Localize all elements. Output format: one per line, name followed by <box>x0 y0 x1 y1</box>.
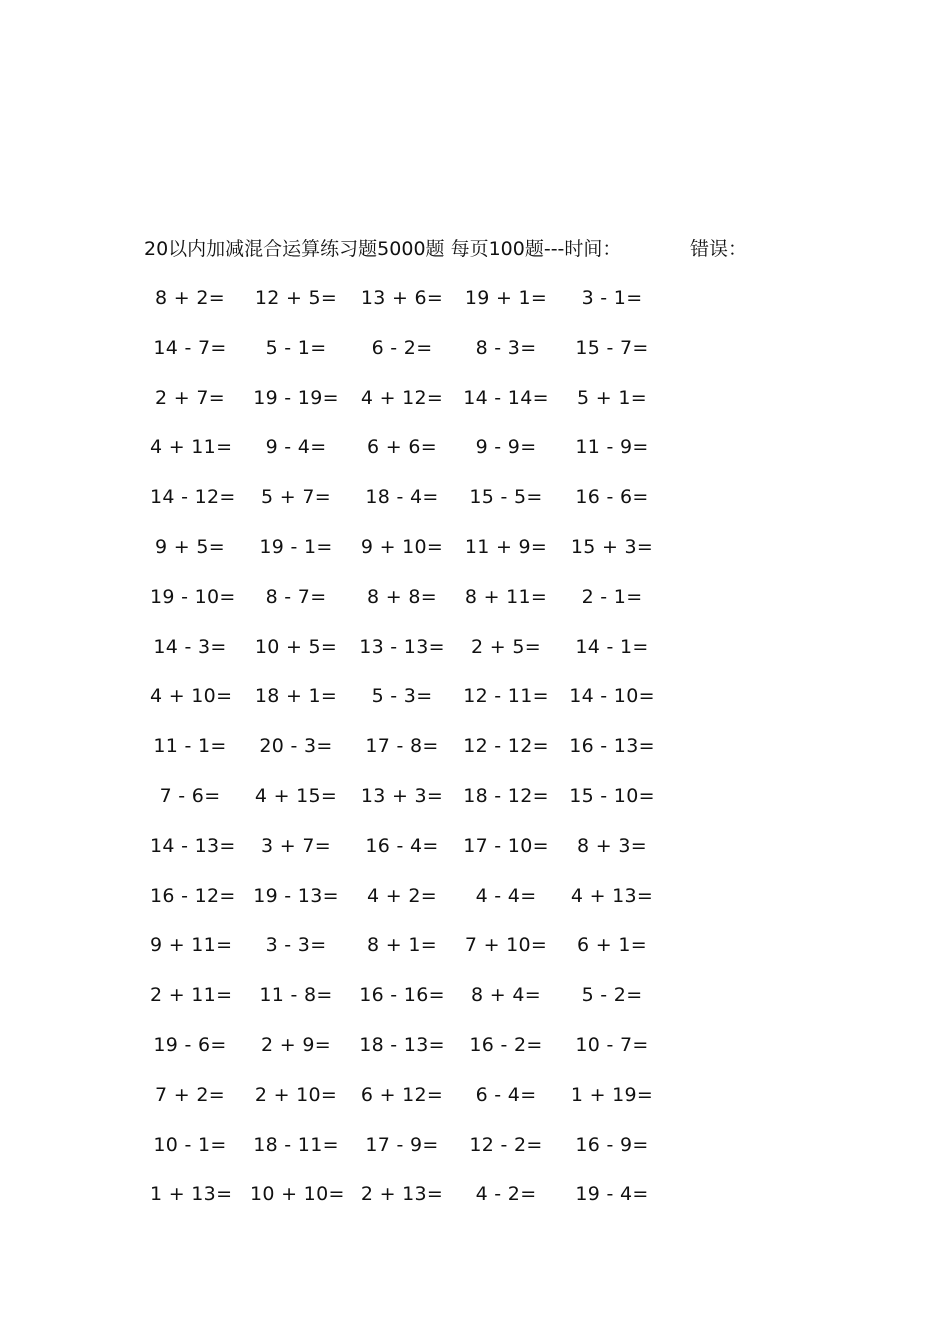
problem-r11-c5: 15 - 10= <box>569 785 655 807</box>
problem-r10-c1: 11 - 1= <box>153 735 227 758</box>
problem-r6-c5: 15 + 3= <box>570 536 654 558</box>
problem-r10-c5: 16 - 13= <box>569 735 655 758</box>
problem-r7-c4: 8 + 11= <box>464 585 548 608</box>
problem-r8-c1: 14 - 3= <box>153 635 227 658</box>
problem-r14-c1: 9 + 11= <box>150 934 233 957</box>
problem-r8-c2: 10 + 5= <box>254 635 338 658</box>
problem-r12-c4: 17 - 10= <box>463 834 549 857</box>
problem-r13-c4: 4 - 4= <box>475 884 537 907</box>
problem-r4-c3: 6 + 6= <box>367 436 437 459</box>
problem-r18-c2: 18 - 11= <box>253 1133 339 1156</box>
problem-r17-c3: 6 + 12= <box>360 1083 444 1106</box>
problem-r4-c2: 9 - 4= <box>265 436 327 459</box>
problem-r2-c4: 8 - 3= <box>475 336 537 359</box>
problem-r3-c5: 5 + 1= <box>577 386 647 409</box>
problem-r13-c2: 19 - 13= <box>253 884 339 907</box>
problem-r4-c1: 4 + 11= <box>150 436 233 459</box>
problem-r11-c3: 13 + 3= <box>360 785 444 807</box>
problem-r8-c4: 2 + 5= <box>471 635 541 658</box>
problem-r3-c2: 19 - 19= <box>253 386 339 409</box>
problem-r3-c3: 4 + 12= <box>360 386 444 409</box>
problem-r4-c5: 11 - 9= <box>575 436 649 459</box>
problem-r6-c3: 9 + 10= <box>360 536 444 558</box>
problem-r16-c3: 18 - 13= <box>359 1034 445 1056</box>
problem-r18-c1: 10 - 1= <box>153 1133 227 1156</box>
problem-r1-c1: 8 + 2= <box>155 287 225 309</box>
problem-r5-c1: 14 - 12= <box>150 486 236 509</box>
problem-r8-c3: 13 - 13= <box>359 635 445 658</box>
problem-r19-c1: 1 + 13= <box>150 1183 233 1206</box>
problem-r12-c1: 14 - 13= <box>150 834 236 857</box>
problem-r12-c3: 16 - 4= <box>365 834 439 857</box>
problem-r18-c5: 16 - 9= <box>575 1133 649 1156</box>
problem-r5-c5: 16 - 6= <box>575 486 649 509</box>
problem-r5-c3: 18 - 4= <box>365 486 439 509</box>
problem-r2-c5: 15 - 7= <box>575 336 649 359</box>
problem-r5-c2: 5 + 7= <box>261 486 331 509</box>
problem-r2-c1: 14 - 7= <box>153 336 227 359</box>
problem-r1-c2: 12 + 5= <box>254 287 338 309</box>
problem-r12-c2: 3 + 7= <box>261 834 331 857</box>
problem-r7-c3: 8 + 8= <box>367 585 437 608</box>
problem-r13-c3: 4 + 2= <box>367 884 437 907</box>
problem-r9-c4: 12 - 11= <box>463 685 549 708</box>
problem-r6-c2: 19 - 1= <box>259 536 333 558</box>
problem-r4-c4: 9 - 9= <box>475 436 537 459</box>
problem-r9-c5: 14 - 10= <box>569 685 655 708</box>
problem-r7-c2: 8 - 7= <box>265 585 327 608</box>
problem-r15-c2: 11 - 8= <box>259 984 333 1007</box>
problem-r15-c5: 5 - 2= <box>581 984 643 1007</box>
problem-r6-c1: 9 + 5= <box>155 536 225 558</box>
problem-r8-c5: 14 - 1= <box>575 635 649 658</box>
problem-r11-c2: 4 + 15= <box>254 785 338 807</box>
problem-r7-c1: 19 - 10= <box>150 585 236 608</box>
problem-r15-c4: 8 + 4= <box>471 984 541 1007</box>
problem-r10-c4: 12 - 12= <box>463 735 549 758</box>
problem-r1-c5: 3 - 1= <box>581 287 643 309</box>
problem-r16-c4: 16 - 2= <box>469 1034 543 1056</box>
problem-r14-c2: 3 - 3= <box>265 934 327 957</box>
problem-r16-c1: 19 - 6= <box>153 1034 227 1056</box>
problem-r19-c3: 2 + 13= <box>360 1183 444 1206</box>
problem-r3-c4: 14 - 14= <box>463 386 549 409</box>
problem-r19-c4: 4 - 2= <box>475 1183 537 1206</box>
problem-r11-c4: 18 - 12= <box>463 785 549 807</box>
problem-r1-c3: 13 + 6= <box>360 287 444 309</box>
problem-r18-c3: 17 - 9= <box>365 1133 439 1156</box>
errors-label: 错误： <box>690 238 748 260</box>
problem-r19-c2: 10 + 10= <box>250 1183 345 1206</box>
problem-r3-c1: 2 + 7= <box>155 386 225 409</box>
problem-r11-c1: 7 - 6= <box>159 785 221 807</box>
problem-r9-c1: 4 + 10= <box>150 685 233 708</box>
problem-r1-c4: 19 + 1= <box>464 287 548 309</box>
problem-r14-c5: 6 + 1= <box>577 934 647 957</box>
problem-r10-c2: 20 - 3= <box>259 735 333 758</box>
problem-r14-c3: 8 + 1= <box>367 934 437 957</box>
problem-r17-c1: 7 + 2= <box>155 1083 225 1106</box>
problem-r6-c4: 11 + 9= <box>464 536 548 558</box>
problem-r15-c3: 16 - 16= <box>359 984 445 1007</box>
problem-r7-c5: 2 - 1= <box>581 585 643 608</box>
problem-r9-c3: 5 - 3= <box>371 685 433 708</box>
problem-r19-c5: 19 - 4= <box>575 1183 649 1206</box>
problem-r16-c5: 10 - 7= <box>575 1034 649 1056</box>
problem-r9-c2: 18 + 1= <box>254 685 338 708</box>
worksheet-title: 20以内加减混合运算练习题5000题 每页100题---时间： <box>144 238 622 260</box>
problem-r5-c4: 15 - 5= <box>469 486 543 509</box>
problem-r13-c5: 4 + 13= <box>570 884 654 907</box>
problem-r14-c4: 7 + 10= <box>464 934 548 957</box>
problem-r2-c3: 6 - 2= <box>371 336 433 359</box>
problem-r18-c4: 12 - 2= <box>469 1133 543 1156</box>
problem-r10-c3: 17 - 8= <box>365 735 439 758</box>
problem-r17-c5: 1 + 19= <box>570 1083 654 1106</box>
problem-r16-c2: 2 + 9= <box>261 1034 331 1056</box>
problem-r2-c2: 5 - 1= <box>265 336 327 359</box>
problem-r17-c2: 2 + 10= <box>254 1083 338 1106</box>
problem-r12-c5: 8 + 3= <box>577 834 647 857</box>
problem-r15-c1: 2 + 11= <box>150 984 233 1007</box>
problem-r13-c1: 16 - 12= <box>150 884 236 907</box>
problem-r17-c4: 6 - 4= <box>475 1083 537 1106</box>
